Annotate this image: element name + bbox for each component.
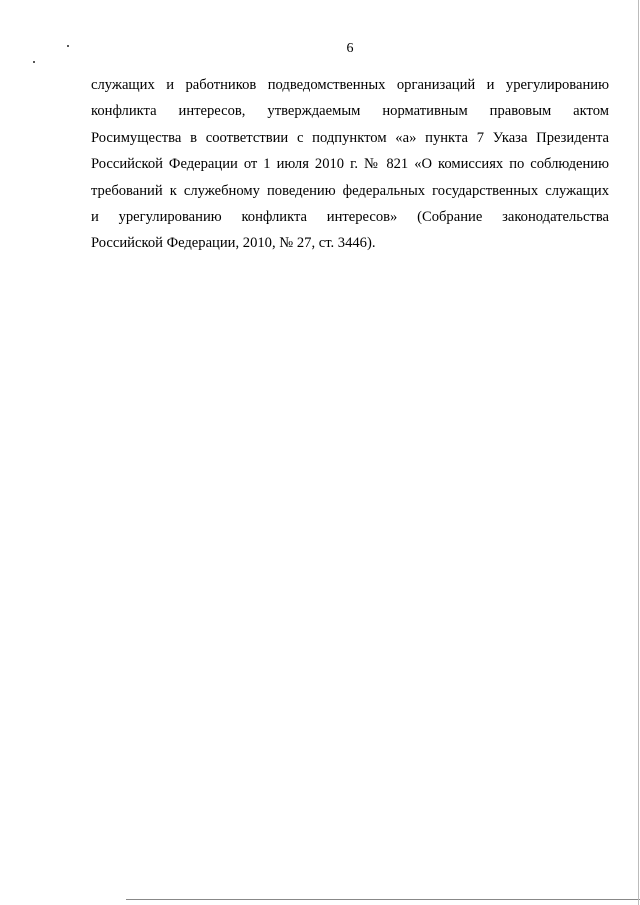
text-line: Российской Федерации, 2010, № 27, ст. 3446). bbox=[91, 235, 376, 252]
text-line: служащих и работников подведомственных организаций и урегулированию bbox=[91, 77, 609, 93]
page-number: 6 bbox=[346, 41, 354, 56]
text-line: и урегулированию конфликта интересов» (Собрание законодательства bbox=[91, 209, 609, 226]
body-paragraph bbox=[91, 72, 609, 257]
text-line: требований к служебному поведению федеральных государственных служащих bbox=[91, 182, 609, 199]
text-line: Российской Федерации от 1 июля 2010 г. № 821 «О комиссиях по соблюдению bbox=[91, 156, 609, 173]
scan-speck bbox=[33, 61, 35, 63]
text-line: конфликта интересов, утверждаемым нормативным правовым актом bbox=[91, 103, 609, 120]
scan-bottom-edge bbox=[126, 899, 640, 900]
text-line: Росимущества в соответствии с подпунктом «а» пункта 7 Указа Президента bbox=[91, 129, 609, 146]
scan-right-edge bbox=[638, 0, 639, 905]
